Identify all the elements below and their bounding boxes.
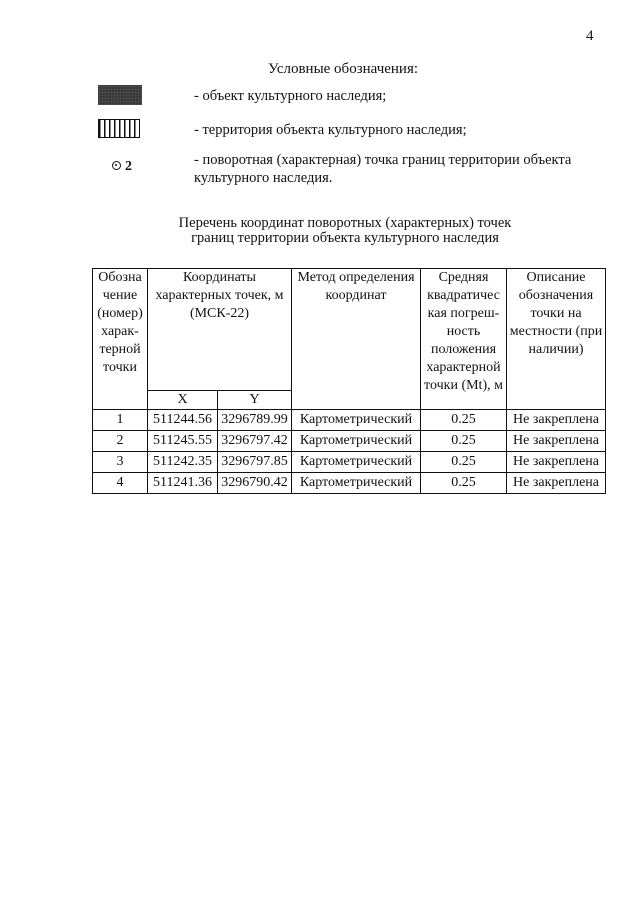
legend-item-territory: - территория объекта культурного наследия; xyxy=(194,122,467,138)
cell-x: 511244.56 xyxy=(148,410,218,431)
cell-description: Не закреплена xyxy=(507,410,606,431)
header-error: Средняя квадратичес кая погреш- ность положения характерной точки (Mt), м xyxy=(421,269,507,410)
legend-item-object: - объект культурного наследия; xyxy=(194,88,387,104)
cell-description: Не закреплена xyxy=(507,452,606,473)
cell-x: 511245.55 xyxy=(148,431,218,452)
cell-point-number: 2 xyxy=(93,431,148,452)
legend-item-point: - поворотная (характерная) точка границ территории объекта культурного наследия. xyxy=(194,152,572,186)
header-description: Описание обозначения точки на местности (при наличии) xyxy=(507,269,606,410)
table-row xyxy=(93,452,606,473)
cell-method: Картометрический xyxy=(292,452,421,473)
cell-method: Картометрический xyxy=(292,431,421,452)
cell-x: 511241.36 xyxy=(148,473,218,494)
header-x: X xyxy=(148,391,218,410)
table-title xyxy=(90,216,600,246)
cell-error: 0.25 xyxy=(421,410,507,431)
legend-title: Условные обозначения: xyxy=(268,61,419,77)
cell-description: Не закреплена xyxy=(507,431,606,452)
table-row xyxy=(93,410,606,431)
point-circle-icon xyxy=(112,161,121,170)
cell-x: 511242.35 xyxy=(148,452,218,473)
header-designation: Обозна чение (номер) харак- терной точки xyxy=(93,269,148,410)
territory-symbol-icon xyxy=(98,119,140,138)
header-method: Метод определения координат xyxy=(292,269,421,410)
turning-point-symbol xyxy=(112,159,132,175)
table-title-line1: Перечень координат поворотных (характерных) точек xyxy=(178,215,512,231)
point-symbol-label: 2 xyxy=(125,159,132,174)
cell-y: 3296797.42 xyxy=(218,431,292,452)
cell-y: 3296789.99 xyxy=(218,410,292,431)
cell-error: 0.25 xyxy=(421,431,507,452)
cell-point-number: 3 xyxy=(93,452,148,473)
header-y: Y xyxy=(218,391,292,410)
header-coordinates: Координаты характерных точек, м (МСК-22) xyxy=(148,269,292,391)
cell-method: Картометрический xyxy=(292,473,421,494)
cell-error: 0.25 xyxy=(421,452,507,473)
cell-description: Не закреплена xyxy=(507,473,606,494)
cell-point-number: 4 xyxy=(93,473,148,494)
cell-y: 3296797.85 xyxy=(218,452,292,473)
table-row xyxy=(93,431,606,452)
cell-point-number: 1 xyxy=(93,410,148,431)
cultural-object-symbol-icon xyxy=(98,85,142,105)
cell-error: 0.25 xyxy=(421,473,507,494)
cell-method: Картометрический xyxy=(292,410,421,431)
page-number: 4 xyxy=(586,28,594,44)
coordinates-table xyxy=(92,268,606,494)
cell-y: 3296790.42 xyxy=(218,473,292,494)
table-title-line2: границ территории объекта культурного наследия xyxy=(191,230,499,246)
table-row xyxy=(93,473,606,494)
